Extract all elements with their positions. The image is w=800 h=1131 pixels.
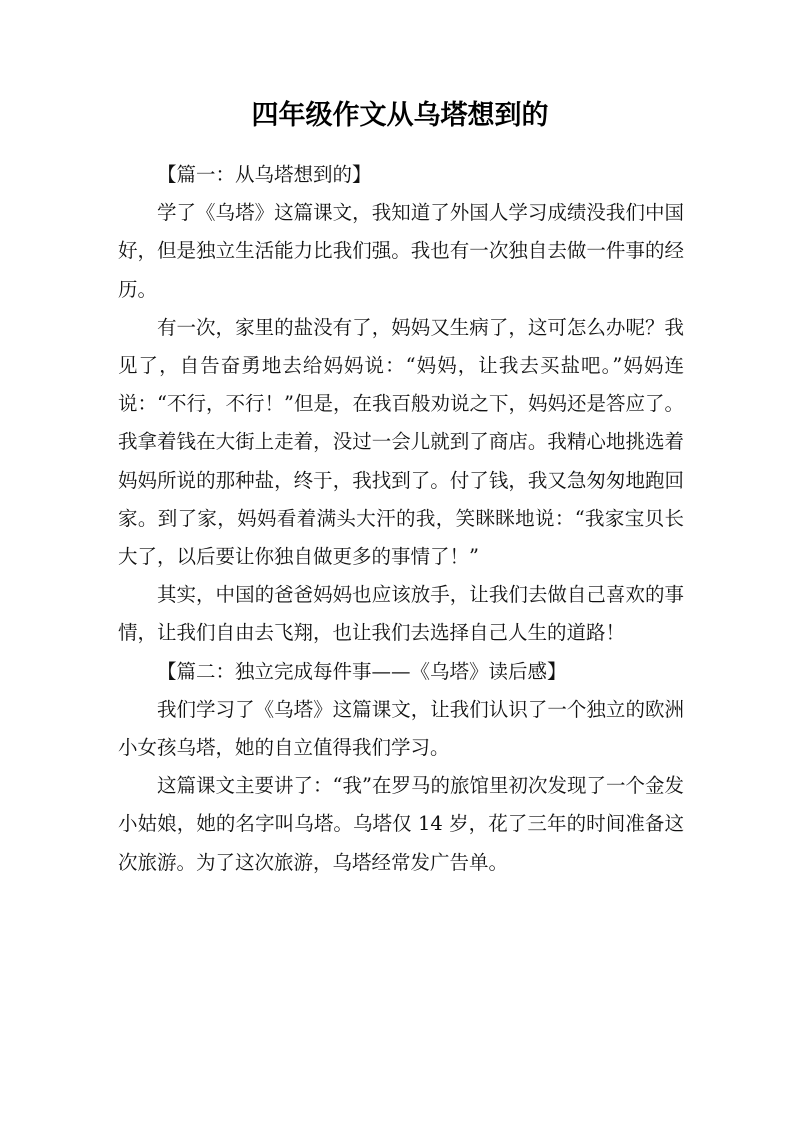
section-2-heading: 【篇二：独立完成每件事——《乌塔》读后感】	[157, 659, 567, 683]
section-2-paragraph-1: 我们学习了《乌塔》这篇课文，让我们认识了一个独立的欧洲小女孩乌塔，她的自立值得我们学习。	[118, 697, 684, 760]
document-title: 四年级作文从乌塔想到的	[251, 100, 549, 131]
section-1-paragraph-2: 有一次，家里的盐没有了，妈妈又生病了，这可怎么办呢？我见了，自告奋勇地去给妈妈说：“妈妈，让我去买盐吧。”妈妈连说：“不行，不行！”但是，在我百般劝说之下，妈妈还是答应了。我拿着钱在大街上走着，没过一会儿就到了商店。我精心地挑选着妈妈所说的那种盐，终于，我找到了。付了钱，我又急匆匆地跑回家。到了家，妈妈看着满头大汗的我，笑眯眯地说：“我家宝贝长大了，以后要让你独自做更多的事情了！”	[118, 315, 684, 569]
section-1-paragraph-1: 学了《乌塔》这篇课文，我知道了外国人学习成绩没我们中国好，但是独立生活能力比我们强。我也有一次独自去做一件事的经历。	[118, 201, 684, 301]
section-1-paragraph-3: 其实，中国的爸爸妈妈也应该放手，让我们去做自己喜欢的事情，让我们自由去飞翔，也让我们去选择自己人生的道路！	[118, 583, 684, 645]
section-2-paragraph-2: 这篇课文主要讲了：“我”在罗马的旅馆里初次发现了一个金发小姑娘，她的名字叫乌塔。乌塔仅 14 岁，花了三年的时间准备这次旅游。为了这次旅游，乌塔经常发广告单。	[118, 774, 684, 874]
section-1-heading: 【篇一：从乌塔想到的】	[157, 163, 372, 186]
document-body	[118, 156, 684, 882]
